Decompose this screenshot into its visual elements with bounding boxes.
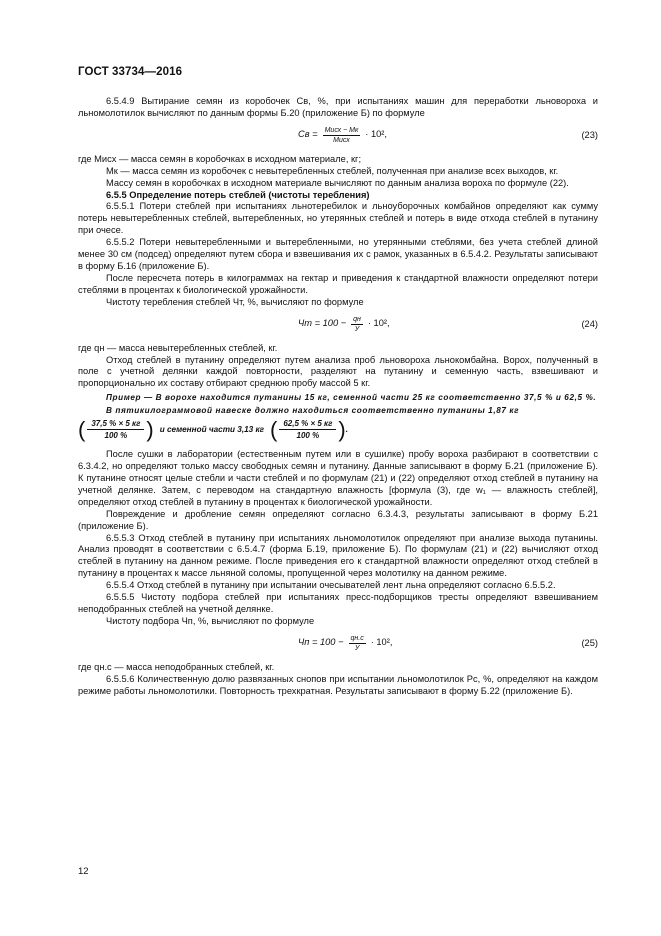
formula-25 [78,630,598,660]
where-q-n: где qн — масса невытеребленных стеблей, кг. [78,342,278,353]
example-fractions [78,418,598,441]
where-m-k: Мк — масса семян из коробочек с невытеребленных стеблей, полученная при анализе всех выходов, кг. [106,165,559,176]
paragraph-6-5-4-9: 6.5.4.9 Вытирание семян из коробочек Св, %, при испытаниях машин для переработки льновороха и льномолотилок вычисляют по данным формы Б.20 (приложение Б) по формуле [78,96,598,118]
paragraph-seed-mass: Массу семян в коробочках в исходном материале вычисляют по данным анализа вороха по формуле (22). [106,177,569,188]
formula-23-fraction [323,126,361,145]
paragraph-6-5-5-1: 6.5.5.1 Потери стеблей при испытаниях льнотеребилок и льноуборочных комбайнов определяют как сумму потерь невытеребленных стеблей, вытеребленных, но утерянных стеблей и потерь в виде отхода стеблей в путанину при очесе. [78,201,598,236]
paragraph-6-5-5-6: 6.5.5.6 Количественную долю развязанных снопов при испытании льномолотилок Рс, %, определяют на каждом режиме работы льномолотилки. Повторность трехкратная. Результаты записывают в форму Б.22 (приложение Б). [78,673,598,696]
formula-25-lhs: Чп = 100 − [298,637,344,648]
formula-25-tail: · 10², [370,637,393,648]
formula-24-number: (24) [581,318,598,329]
formula-23-expression [298,126,387,145]
formula-23-number: (23) [581,129,598,140]
open-paren-2: ( [270,416,278,442]
example-fraction-2-denominator: 100 % [296,431,320,441]
formula-23-tail: · 10², [365,129,387,140]
formula-25-number: (25) [581,637,598,648]
paragraph-pickup-intro: Чистоту подбора Чп, %, вычисляют по формуле [106,615,315,626]
formula-24-expression [298,315,390,334]
formula-24-numerator: qн [353,315,361,323]
where-q-ns: где qн.с — масса неподобранных стеблей, кг. [78,661,275,672]
paragraph-seed-damage: Повреждение и дробление семян определяют согласно 6.3.4.3, результаты записывают в форму Б.21 (приложение Б). [78,508,598,531]
paragraph-6-5-5-4: 6.5.5.4 Отход стеблей в путанину при испытании очесывателей лент льна определяют согласно 6.5.5.2. [106,580,556,591]
formula-25-denominator: У [354,644,360,652]
formula-25-fraction [349,634,366,653]
example-fraction-1 [87,418,144,441]
formula-25-numerator: qн.с [350,634,364,642]
formula-24 [78,311,598,341]
example-period: . [345,424,348,434]
formula-24-denominator: У [354,325,360,333]
formula-25-expression [298,634,392,653]
document-body [78,96,598,698]
paragraph-6-5-5-3: 6.5.5.3 Отход стеблей в путанину при испытаниях льномолотилок определяют при анализе выхода путанины. Анализ проводят в соответствии с 6.5.4.7 (форма Б.19, приложение Б). По формулам (21) и (22) вычисляют отход стеблей в путанину на данном режиме. После приведения его к стандартной влажности определяют отход стеблей в путанину в процентах к массе льняной соломы, пропущенной через молотилку на данном режиме. [78,532,598,579]
paragraph-waste-analysis: Отход стеблей в путанину определяют путем анализа проб льновороха льнокомбайна. Ворох, полученный в поле с учетной делянки каждой повторности, разделяют на путанину и семенную часть, взвешивают и пропорционально их составу отбирают среднюю пробу массой 5 кг. [78,354,598,389]
where-m-isx: где Мисх — масса семян в коробочках в исходном материале, кг; [78,153,362,164]
formula-23-numerator: Мисх − Мк [324,126,359,134]
document-header: ГОСТ 33734—2016 [78,66,183,78]
formula-23 [78,122,598,152]
paragraph-6-5-5-5: 6.5.5.5 Чистоту подбора стеблей при испытаниях пресс-подборщиков тресты определяют взвешиванием неподобранных стеблей на учетной делянке. [78,592,598,614]
formula-24-tail: · 10², [367,318,390,329]
open-paren-1: ( [78,416,86,442]
close-paren-1: ) [146,416,154,442]
example-continuation: В пятикилограммовой навеске должно находиться соответственно путанины 1,87 кг [106,405,520,415]
example-fraction-2-numerator: 62,5 % × 5 кг [279,418,336,430]
formula-23-lhs: Св = [298,129,318,140]
formula-24-lhs: Чт = 100 − [298,318,347,329]
example-fraction-2 [279,418,336,441]
example-fraction-1-denominator: 100 % [104,431,128,441]
paragraph-after-drying: После сушки в лаборатории (естественным путем или в сушилке) пробу вороха разбирают в соответствии с 6.3.4.2, но определяют только массу свободных семян и путанину. Данные записывают в форму Б.21 (приложение Б). К путанине относят целые стебли и части стеблей и по формулам (21) и (22) определяют отход стеблей в путанину на учетной делянке. Затем, с переводом на стандартную влажность [формула (3), где w₁ — влажность стеблей], определяют отход стеблей в путанину в процентах к биологической урожайности. [78,449,598,507]
paragraph-6-5-5-2: 6.5.5.2 Потери невытеребленными и вытеребленными, но утерянными стеблями, без учета стеблей длиной менее 30 см (подсед) определяют путем сбора и взвешивания их с рамок, указанных в 6.5.4.2. Результаты записывают в форму Б.16 (приложение Б). [78,237,598,271]
page-number: 12 [78,866,89,877]
example-fraction-1-numerator: 37,5 % × 5 кг [87,418,144,430]
paragraph-purity-intro: Чистоту теребления стеблей Чт, %, вычисляют по формуле [106,296,364,307]
section-heading-6-5-5: 6.5.5 Определение потерь стеблей (чистоты теребления) [106,189,370,200]
example-middle-text: и семенной части 3,13 кг [159,424,265,434]
close-paren-2: ) [338,416,346,442]
example-paragraph: Пример — В ворохе находится путанины 15 кг, семенной части 25 кг соответственно 37,5 % и 62,5 %. [106,393,597,403]
paragraph-recalc-losses: После пересчета потерь в килограммах на гектар и приведения к стандартной влажности определяют потери стеблями в процентах к биологической урожайности. [78,272,598,295]
formula-23-denominator: Мисх [333,136,350,144]
formula-24-fraction [351,315,363,334]
